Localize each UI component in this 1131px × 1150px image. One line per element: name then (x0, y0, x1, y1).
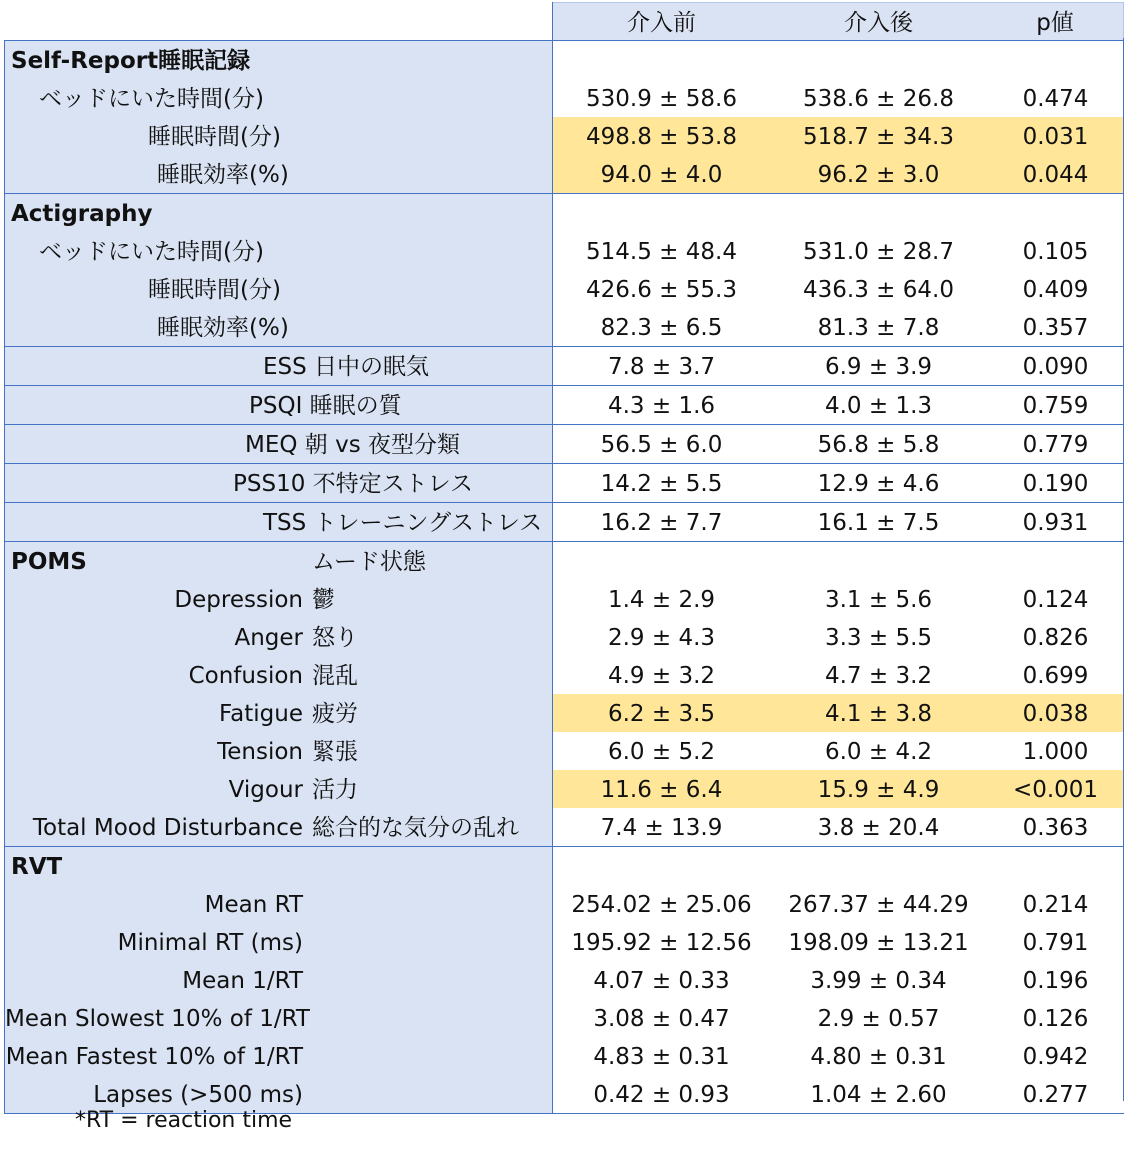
p-value: 0.931 (1022, 510, 1089, 536)
row-label (4, 732, 553, 770)
header-pre: 介入前 (553, 2, 770, 40)
pre-value: 195.92 ± 12.56 (571, 930, 752, 956)
p-value: 0.214 (1022, 892, 1089, 918)
pre-value: 3.08 ± 0.47 (593, 1006, 730, 1032)
pre-value: 1.4 ± 2.9 (607, 587, 716, 613)
post-value: 96.2 ± 3.0 (770, 155, 987, 193)
pre-value: 7.4 ± 13.9 (600, 815, 723, 841)
post-value: 56.8 ± 5.8 (817, 432, 940, 458)
row-label: Lapses (>500 ms) (4, 1075, 553, 1113)
p-value: <0.001 (987, 770, 1124, 808)
label-jp: 活力 (312, 777, 358, 803)
section-title: Self-Report睡眠記録 (4, 41, 553, 79)
section-actigraphy (4, 193, 1124, 232)
pre-value: 254.02 ± 25.06 (571, 892, 752, 918)
p-value: 0.190 (1022, 471, 1089, 497)
p-value: 0.044 (987, 155, 1124, 193)
p-value: 0.791 (1022, 930, 1089, 956)
post-value: 2.9 ± 0.57 (817, 1006, 940, 1032)
post-value: 12.9 ± 4.6 (817, 471, 940, 497)
table-row (4, 808, 1124, 846)
post-value: 198.09 ± 13.21 (788, 930, 969, 956)
pre-value: 56.5 ± 6.0 (600, 432, 723, 458)
footnote: *RT = reaction time (75, 1108, 293, 1133)
pre-value: 4.3 ± 1.6 (607, 393, 716, 419)
p-value: 0.942 (1022, 1044, 1089, 1070)
table-row-tss (4, 502, 1124, 541)
row-label (4, 694, 553, 732)
pre-value: 530.9 ± 58.6 (586, 86, 737, 112)
p-value: 0.363 (1022, 815, 1089, 841)
section-rvt (4, 846, 1124, 885)
section-poms (4, 541, 1124, 580)
p-value: 0.105 (1022, 239, 1089, 265)
section-self-report (4, 40, 1124, 79)
p-value: 0.357 (1022, 315, 1089, 341)
table-row (4, 270, 1124, 308)
pre-value: 0.42 ± 0.93 (593, 1082, 730, 1108)
row-label: ESS 日中の眠気 (4, 347, 553, 385)
table-row (4, 79, 1124, 117)
post-value: 6.0 ± 4.2 (824, 739, 933, 765)
pre-value: 6.2 ± 3.5 (553, 694, 770, 732)
poms-title: POMS (11, 549, 87, 575)
row-label: Mean 1/RT (4, 961, 553, 999)
post-value: 1.04 ± 2.60 (810, 1082, 947, 1108)
header-p: p値 (987, 2, 1124, 40)
table-row (4, 999, 1124, 1037)
post-value: 4.7 ± 3.2 (824, 663, 933, 689)
p-value: 0.126 (1022, 1006, 1089, 1032)
row-label: 睡眠効率(%) (4, 155, 553, 193)
label-jp: 鬱 (312, 587, 335, 613)
post-value: 4.1 ± 3.8 (770, 694, 987, 732)
post-value: 4.0 ± 1.3 (824, 393, 933, 419)
p-value: 0.409 (1022, 277, 1089, 303)
post-value: 3.1 ± 5.6 (824, 587, 933, 613)
label-jp: 怒り (312, 625, 358, 651)
table-row-highlighted (4, 770, 1124, 808)
pre-value: 6.0 ± 5.2 (607, 739, 716, 765)
table-row (4, 580, 1124, 618)
row-label: Mean Fastest 10% of 1/RT (4, 1037, 553, 1075)
table-row-highlighted (4, 155, 1124, 193)
pre-value: 426.6 ± 55.3 (586, 277, 737, 303)
row-label: ベッドにいた時間(分) (4, 79, 553, 117)
pre-value: 94.0 ± 4.0 (553, 155, 770, 193)
header-blank (4, 2, 553, 40)
label-jp: 疲労 (312, 701, 358, 727)
row-label: MEQ 朝 vs 夜型分類 (4, 425, 553, 463)
post-value: 4.80 ± 0.31 (810, 1044, 947, 1070)
label-jp: 総合的な気分の乱れ (312, 815, 519, 841)
table-row (4, 618, 1124, 656)
table-row-pss10 (4, 463, 1124, 502)
row-label: TSS トレーニングストレス (4, 503, 553, 541)
pre-value: 82.3 ± 6.5 (600, 315, 723, 341)
p-value: 0.826 (1022, 625, 1089, 651)
post-value: 518.7 ± 34.3 (770, 117, 987, 155)
table-row (4, 232, 1124, 270)
p-value: 0.031 (987, 117, 1124, 155)
table-row-ess (4, 346, 1124, 385)
p-value: 1.000 (1022, 739, 1089, 765)
table-row (4, 961, 1124, 999)
table-row (4, 656, 1124, 694)
row-label (4, 656, 553, 694)
pre-value: 7.8 ± 3.7 (607, 354, 716, 380)
row-label (4, 770, 553, 808)
table-row (4, 308, 1124, 346)
row-label: 睡眠効率(%) (4, 308, 553, 346)
post-value: 81.3 ± 7.8 (817, 315, 940, 341)
row-label: Minimal RT (ms) (4, 923, 553, 961)
table-row-highlighted (4, 694, 1124, 732)
post-value: 6.9 ± 3.9 (824, 354, 933, 380)
pre-value: 514.5 ± 48.4 (586, 239, 737, 265)
pre-value: 2.9 ± 4.3 (607, 625, 716, 651)
label-en: Anger (234, 625, 303, 651)
header-post: 介入後 (770, 2, 987, 40)
table-row (4, 923, 1124, 961)
row-label: 睡眠時間(分) (4, 270, 553, 308)
post-value: 3.3 ± 5.5 (824, 625, 933, 651)
p-value: 0.277 (1022, 1082, 1089, 1108)
row-label (4, 808, 553, 846)
row-label: 睡眠時間(分) (4, 117, 553, 155)
section-title: RVT (4, 847, 553, 885)
label-en: Tension (217, 739, 303, 765)
section-title (4, 542, 553, 580)
label-jp: 緊張 (312, 739, 358, 765)
header-row (4, 2, 1124, 40)
pre-value: 4.07 ± 0.33 (593, 968, 730, 994)
post-value: 531.0 ± 28.7 (803, 239, 954, 265)
p-value: 0.699 (1022, 663, 1089, 689)
post-value: 436.3 ± 64.0 (803, 277, 954, 303)
p-value: 0.124 (1022, 587, 1089, 613)
pre-value: 498.8 ± 53.8 (553, 117, 770, 155)
pre-value: 4.9 ± 3.2 (607, 663, 716, 689)
table-row-highlighted (4, 117, 1124, 155)
post-value: 3.99 ± 0.34 (810, 968, 947, 994)
p-value: 0.038 (987, 694, 1124, 732)
label-jp: 混乱 (312, 663, 358, 689)
poms-subtitle: ムード状態 (312, 549, 426, 575)
row-label (4, 618, 553, 656)
row-label: Mean Slowest 10% of 1/RT (4, 999, 553, 1037)
label-en: Vigour (228, 777, 303, 803)
row-label: PSS10 不特定ストレス (4, 464, 553, 502)
post-value: 538.6 ± 26.8 (803, 86, 954, 112)
row-label: ベッドにいた時間(分) (4, 232, 553, 270)
table-row-meq (4, 424, 1124, 463)
pre-value: 16.2 ± 7.7 (600, 510, 723, 536)
table-row (4, 1037, 1124, 1075)
p-value: 0.474 (1022, 86, 1089, 112)
table-row (4, 885, 1124, 923)
post-value: 15.9 ± 4.9 (770, 770, 987, 808)
p-value: 0.196 (1022, 968, 1089, 994)
p-value: 0.779 (1022, 432, 1089, 458)
post-value: 267.37 ± 44.29 (788, 892, 969, 918)
pre-value: 11.6 ± 6.4 (553, 770, 770, 808)
table-row-psqi (4, 385, 1124, 424)
row-label: PSQI 睡眠の質 (4, 386, 553, 424)
post-value: 3.8 ± 20.4 (817, 815, 940, 841)
label-en: Confusion (188, 663, 303, 689)
label-en: Depression (174, 587, 303, 613)
pre-value: 14.2 ± 5.5 (600, 471, 723, 497)
p-value: 0.759 (1022, 393, 1089, 419)
row-label (4, 580, 553, 618)
label-en: Total Mood Disturbance (32, 815, 303, 841)
label-en: Fatigue (219, 701, 303, 727)
pre-value: 4.83 ± 0.31 (593, 1044, 730, 1070)
post-value: 16.1 ± 7.5 (817, 510, 940, 536)
section-title: Actigraphy (4, 194, 553, 232)
p-value: 0.090 (1022, 354, 1089, 380)
results-table (4, 2, 1124, 1114)
table-right-border (1123, 38, 1124, 1101)
table-row (4, 732, 1124, 770)
row-label: Mean RT (4, 885, 553, 923)
